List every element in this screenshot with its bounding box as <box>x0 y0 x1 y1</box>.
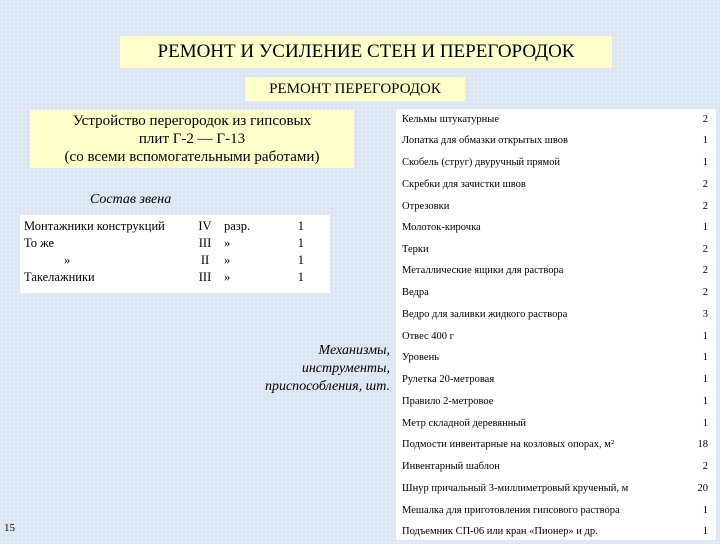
tool-name: Метр складной деревянный <box>402 418 527 429</box>
tool-row <box>396 132 716 153</box>
tool-qty: 1 <box>702 526 708 537</box>
crew-rank: III <box>198 236 212 250</box>
mechanisms-label-line-1: Механизмы, <box>318 343 390 358</box>
tool-name: Металлические ящики для раствора <box>402 265 564 276</box>
crew-heading: Состав звена <box>90 192 172 207</box>
tool-row <box>396 371 716 392</box>
tool-qty: 2 <box>702 201 708 212</box>
tool-qty: 1 <box>702 418 708 429</box>
tool-qty: 18 <box>697 439 708 450</box>
mechanisms-label-line-3: приспособления, шт. <box>264 379 390 394</box>
crew-rank-unit: » <box>224 253 231 267</box>
tool-qty: 3 <box>702 309 708 320</box>
tool-row <box>396 241 716 262</box>
crew-rank-unit: » <box>224 236 231 250</box>
tool-name: Шнур причальный 3-миллиметровый крученый, м <box>402 483 629 494</box>
tool-name: Инвентарный шаблон <box>402 461 500 472</box>
tool-name: Подъемник СП-06 или кран «Пионер» и др. <box>402 526 598 537</box>
tool-name: Подмости инвентарные на козловых опорах, м² <box>402 439 615 450</box>
tool-row <box>396 154 716 175</box>
tool-row <box>396 523 716 544</box>
tool-row <box>396 328 716 349</box>
tool-name: Правило 2-метровое <box>402 396 494 407</box>
work-description-line-1: Устройство перегородок из гипсовых <box>72 113 312 129</box>
tool-qty: 2 <box>702 265 708 276</box>
tool-row <box>396 458 716 479</box>
crew-role: То же <box>24 236 55 250</box>
tool-qty: 1 <box>702 331 708 342</box>
tool-row <box>396 111 716 132</box>
tool-row <box>396 306 716 327</box>
tool-name: Скобель (струг) двуручный прямой <box>402 157 560 168</box>
tool-qty: 1 <box>702 505 708 516</box>
page-number: 15 <box>4 522 15 534</box>
crew-rank-unit: » <box>224 270 231 284</box>
tool-qty: 1 <box>702 396 708 407</box>
tool-name: Отвес 400 г <box>402 331 454 342</box>
work-description <box>30 110 354 168</box>
crew-role: Монтажники конструкций <box>24 219 165 233</box>
page-title: РЕМОНТ И УСИЛЕНИЕ СТЕН И ПЕРЕГОРОДОК <box>120 36 612 68</box>
tool-row <box>396 393 716 414</box>
crew-rank: II <box>200 253 210 267</box>
tool-name: Отрезовки <box>402 201 450 212</box>
work-description-line-2: плит Г-2 — Г-13 <box>138 131 246 147</box>
section-subtitle: РЕМОНТ ПЕРЕГОРОДОК <box>245 77 465 101</box>
tool-row <box>396 219 716 240</box>
tool-name: Терки <box>402 244 429 255</box>
tool-qty: 1 <box>702 374 708 385</box>
tool-row <box>396 480 716 501</box>
crew-row <box>24 235 326 252</box>
tool-qty: 2 <box>702 179 708 190</box>
mechanisms-label <box>230 342 390 396</box>
crew-role: » <box>64 253 71 267</box>
tool-qty: 2 <box>702 287 708 298</box>
tool-name: Рулетка 20-метровая <box>402 374 495 385</box>
tool-row <box>396 436 716 457</box>
crew-table <box>20 215 330 293</box>
tool-row <box>396 198 716 219</box>
crew-role: Такелажники <box>24 270 95 284</box>
tool-qty: 2 <box>702 114 708 125</box>
crew-rank-unit: разр. <box>224 219 251 233</box>
tool-row <box>396 176 716 197</box>
tool-qty: 1 <box>702 157 708 168</box>
tool-name: Ведра <box>402 287 429 298</box>
tool-name: Молоток-кирочка <box>402 222 481 233</box>
crew-row <box>24 218 326 235</box>
tool-qty: 1 <box>702 222 708 233</box>
crew-row <box>24 269 326 286</box>
tool-qty: 1 <box>702 135 708 146</box>
crew-rank: III <box>198 270 212 284</box>
crew-count: 1 <box>297 219 304 233</box>
tool-qty: 20 <box>697 483 708 494</box>
crew-count: 1 <box>297 236 304 250</box>
tool-row <box>396 262 716 283</box>
tool-row <box>396 284 716 305</box>
tool-qty: 2 <box>702 461 708 472</box>
tool-row <box>396 349 716 370</box>
crew-count: 1 <box>297 253 304 267</box>
tool-name: Кельмы штукатурные <box>402 114 500 125</box>
tool-qty: 2 <box>702 244 708 255</box>
tool-name: Мешалка для приготовления гипсового раствора <box>402 505 620 516</box>
tool-name: Лопатка для обмазки открытых швов <box>402 135 568 146</box>
tool-name: Скребки для зачистки швов <box>402 179 526 190</box>
crew-row <box>24 252 326 269</box>
tools-table <box>396 109 716 540</box>
tool-name: Уровень <box>402 352 439 363</box>
tool-name: Ведро для заливки жидкого раствора <box>402 309 568 320</box>
crew-rank: IV <box>198 219 212 233</box>
mechanisms-label-line-2: инструменты, <box>301 361 390 376</box>
crew-count: 1 <box>297 270 304 284</box>
tool-qty: 1 <box>702 352 708 363</box>
work-description-line-3: (со всеми вспомогательными работами) <box>64 149 320 165</box>
tool-row <box>396 502 716 523</box>
tool-row <box>396 415 716 436</box>
